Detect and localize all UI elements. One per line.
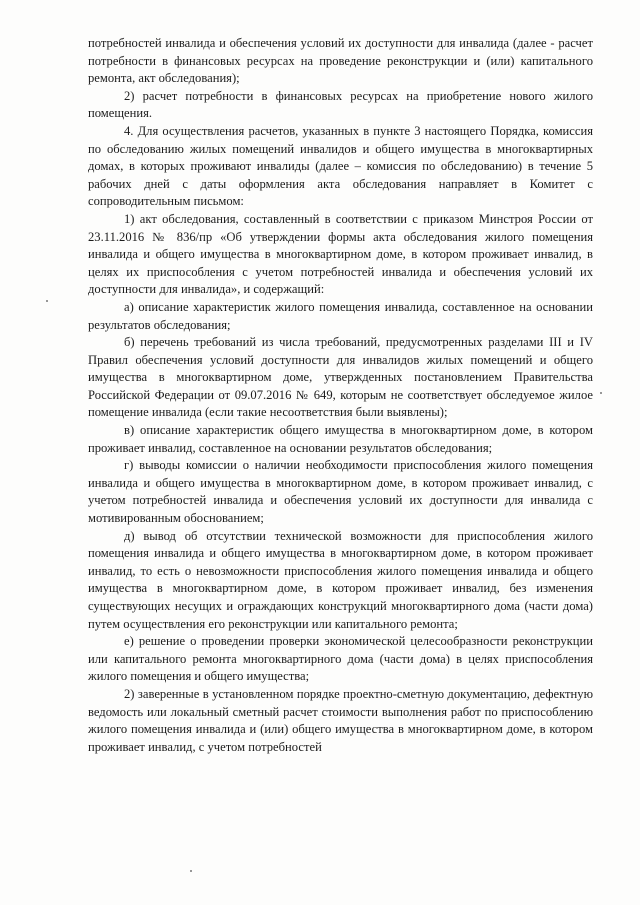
scan-speck bbox=[190, 870, 192, 872]
paragraph-subitem-e: е) решение о проведении проверки экономической целесообразности реконструкции или капитального ремонта многоквартирного дома (части дома) в целях приспособления жилого помещения и общего имущества; bbox=[88, 634, 593, 684]
scan-speck bbox=[600, 392, 602, 394]
paragraph-point-4: 4. Для осуществления расчетов, указанных в пункте 3 настоящего Порядка, комиссия по обследованию жилых помещений инвалидов и общего имущества в многоквартирных домах, в которых проживают инвалиды (далее – комиссия по обследованию) в течение 5 рабочих дней с даты оформления акта обследования направляет в Комитет с сопроводительным письмом: bbox=[88, 123, 593, 209]
document-body bbox=[88, 35, 593, 756]
paragraph-item-1: 1) акт обследования, составленный в соответствии с приказом Минстроя России от 23.11.2016 № 836/пр «Об утверждении формы акта обследования жилого помещения инвалида и общего имущества в многоквартирном доме, в котором проживает инвалид, в целях их приспособления с учетом потребностей инвалида и обеспечения условий их доступности для инвалида», и содержащий: bbox=[88, 211, 593, 297]
paragraph-continuation: потребностей инвалида и обеспечения условий их доступности для инвалида (далее - расчет потребности в финансовых ресурсах на проведение реконструкции и (или) капитального ремонта, акт обследования); bbox=[88, 36, 593, 86]
paragraph-item-2-documents: 2) заверенные в установленном порядке проектно-сметную документацию, дефектную ведомость или локальный сметный расчет стоимости выполнения работ по приспособлению жилого помещения инвалида и (или) общего имущества в многоквартирном доме, в котором проживает инвалид, с учетом потребностей bbox=[88, 686, 593, 754]
paragraph-item-2: 2) расчет потребности в финансовых ресурсах на приобретение нового жилого помещения. bbox=[88, 88, 593, 121]
paragraph-subitem-d: д) вывод об отсутствии технической возможности для приспособления жилого помещения инвалида и общего имущества в многоквартирном доме, в котором проживает инвалид, то есть о невозможности приспособления жилого помещения инвалида и общего имущества в многоквартирном доме, в котором проживает инвалид, без изменения существующих несущих и ограждающих конструкций многоквартирного дома (части дома) путем осуществления его реконструкции или капитального ремонта; bbox=[88, 528, 593, 631]
paragraph-subitem-g: г) выводы комиссии о наличии необходимости приспособления жилого помещения инвалида и общего имущества в многоквартирном доме, в котором проживает инвалид, с учетом потребностей инвалида и обеспечения условий их доступности для инвалида с мотивированным обоснованием; bbox=[88, 458, 593, 526]
scan-speck bbox=[46, 300, 48, 302]
paragraph-subitem-b: б) перечень требований из числа требований, предусмотренных разделами III и IV Правил обеспечения условий доступности для инвалидов жилых помещений и общего имущества в многоквартирном доме, утвержденных постановлением Правительства Российской Федерации от 09.07.2016 № 649, которым не соответствует обследуемое жилое помещение инвалида (если такие несоответствия были выявлены); bbox=[88, 335, 593, 420]
paragraph-subitem-v: в) описание характеристик общего имущества в многоквартирном доме, в котором проживает инвалид, составленное на основании результатов обследования; bbox=[88, 423, 593, 455]
paragraph-subitem-a: а) описание характеристик жилого помещения инвалида, составленное на основании результатов обследования; bbox=[88, 299, 593, 332]
